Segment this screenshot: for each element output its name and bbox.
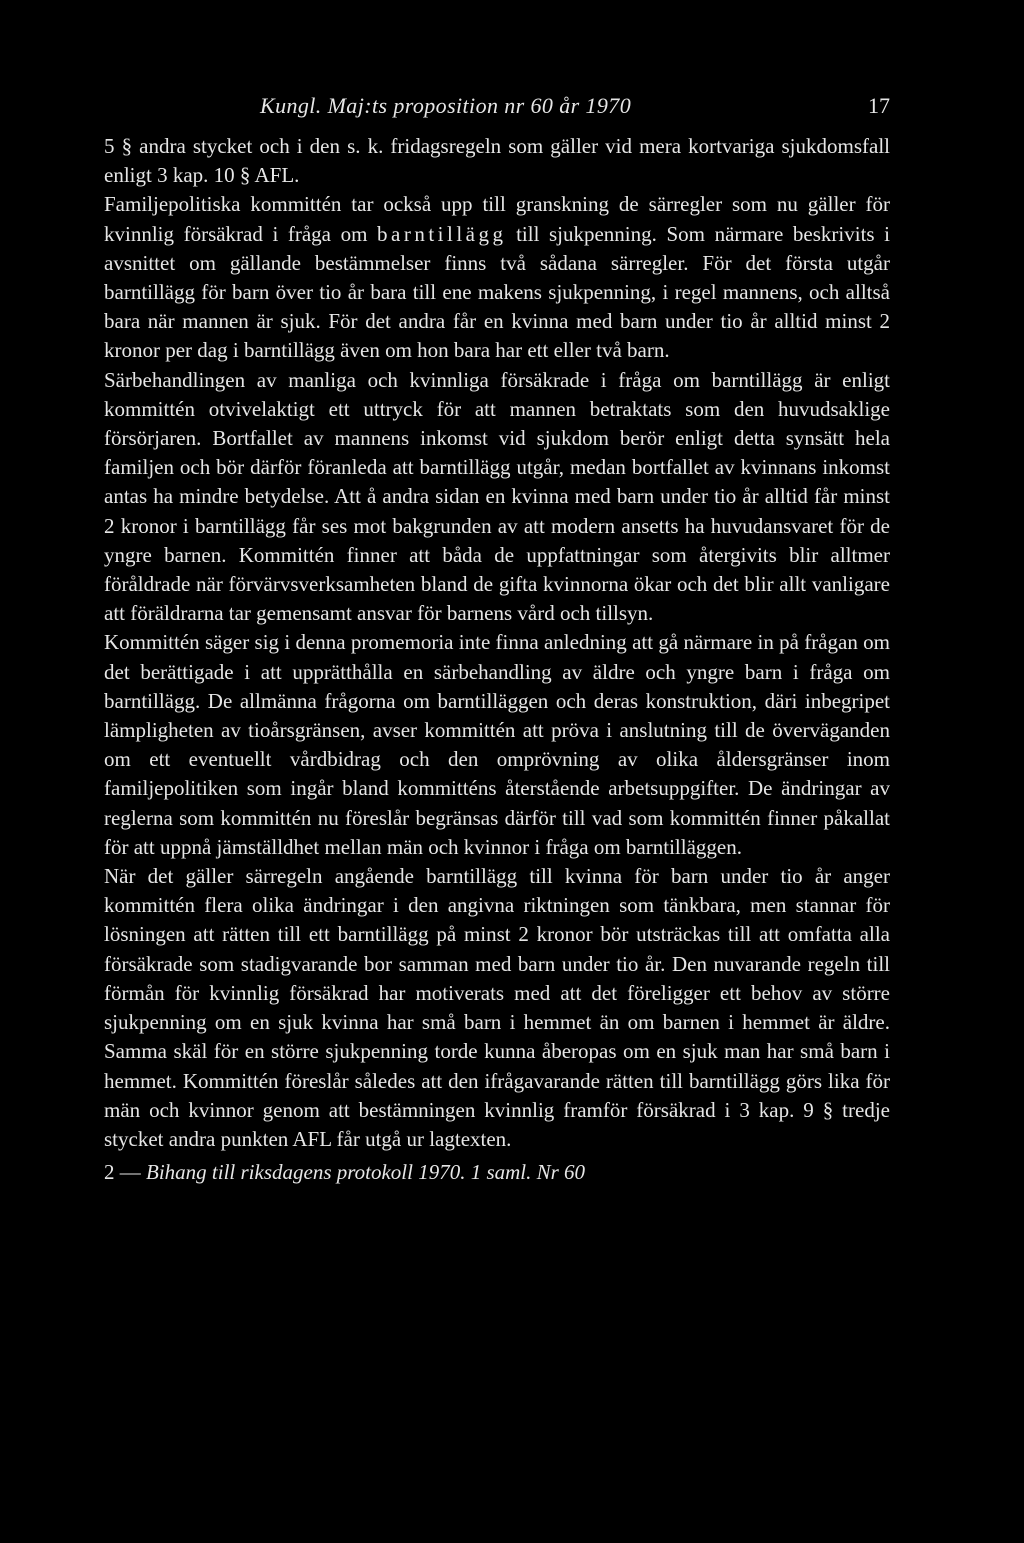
emphasized-term: barntillägg [377, 221, 507, 246]
paragraph-2-part-a: Familjepolitiska kommittén tar också upp till granskning de särregler som nu gäller för kvinnlig försäkrad i fråga om [104, 192, 890, 246]
body-text [104, 132, 890, 1154]
paragraph-5: När det gäller särregeln angående barntillägg till kvinna för barn under tio år anger kommittén flera olika ändringar i den angivna riktningen som tänkbara, men stannar för lösningen att rätten till ett barntillägg på minst 2 kronor bör utsträckas till att omfatta alla försäkrade som stadigvarande bor samman med barn under tio år. Den nuvarande regeln till förmån för kvinnlig försäkrad har motiverats med att det föreligger ett behov av större sjukpenning om en sjuk kvinna har små barn i hemmet än om barnen i hemmet är äldre. Samma skäl för en större sjukpenning torde kunna åberopas om en sjuk man har små barn i hemmet. Kommittén föreslår således att den ifrågavarande rätten till barntillägg görs lika för män och kvinnor genom att bestämningen kvinnlig framför försäkrad i 3 kap. 9 § tredje stycket andra punkten AFL får utgå ur lagtexten. [104, 864, 890, 1151]
header-title: Kungl. Maj:ts proposition nr 60 år 1970 [260, 93, 632, 118]
footer-reference: Bihang till riksdagens protokoll 1970. 1 saml. Nr 60 [146, 1160, 586, 1185]
running-header [104, 88, 890, 124]
document-page [104, 88, 890, 1187]
paragraph-2-part-b: till sjukpenning. Som närmare beskrivits i avsnittet om gällande bestämmelser finns två sådana särregler. För det första utgår barntillägg för barn över tio år bara till ene makens sjukpenning, i regel mannens, och alltså bara när mannen är sjuk. För det andra får en kvinna med barn under tio år alltid minst 2 kronor per dag i barntillägg även om hon bara har ett eller två barn. [104, 221, 891, 363]
paragraph-1: 5 § andra stycket och i den s. k. fridagsregeln som gäller vid mera kortvariga sjukdomsfall enligt 3 kap. 10 § AFL. [104, 134, 890, 188]
paragraph-2 [104, 190, 890, 365]
sheet-mark: 2 — [104, 1160, 141, 1185]
page-number: 17 [868, 93, 890, 118]
paragraph-4: Kommittén säger sig i denna promemoria inte finna anledning att gå närmare in på frågan om det berättigade i att upprätthålla en särbehandling av äldre och yngre barn i fråga om barntillägg. De allmänna frågorna om barntilläggen och deras konstruktion, däri inbegripet lämpligheten av tioårsgränsen, avser kommittén att pröva i anslutning till de överväganden om ett eventuellt vårdbidrag och den omprövning av olika åldersgränser inom familjepolitiken som ingår bland kommitténs återstående arbetsuppgifter. De ändringar av reglerna som kommittén nu föreslår begränsas därför till vad som kommittén finner påkallat för att uppnå jämställdhet mellan män och kvinnor i fråga om barntilläggen. [104, 630, 890, 859]
paragraph-3: Särbehandlingen av manliga och kvinnliga försäkrade i fråga om barntillägg är enligt kommittén otvivelaktigt ett uttryck för att mannen betraktats som den huvudsaklige försörjaren. Bortfallet av mannens inkomst vid sjukdom berör enligt detta synsätt hela familjen och bör därför föranleda att barntillägg utgår, medan bortfallet av kvinnans inkomst antas ha mindre betydelse. Att å andra sidan en kvinna med barn under tio år alltid får minst 2 kronor i barntillägg får ses mot bakgrunden av att modern ansetts ha huvudansvaret för de yngre barnen. Kommittén finner att båda de uppfattningar som återgivits blir alltmer föråldrade när förvärvsverksamheten bland de gifta kvinnorna ökar och det blir allt vanligare att föräldrarna tar gemensamt ansvar för barnens vård och tillsyn. [104, 367, 890, 626]
page-footer [104, 1158, 890, 1187]
